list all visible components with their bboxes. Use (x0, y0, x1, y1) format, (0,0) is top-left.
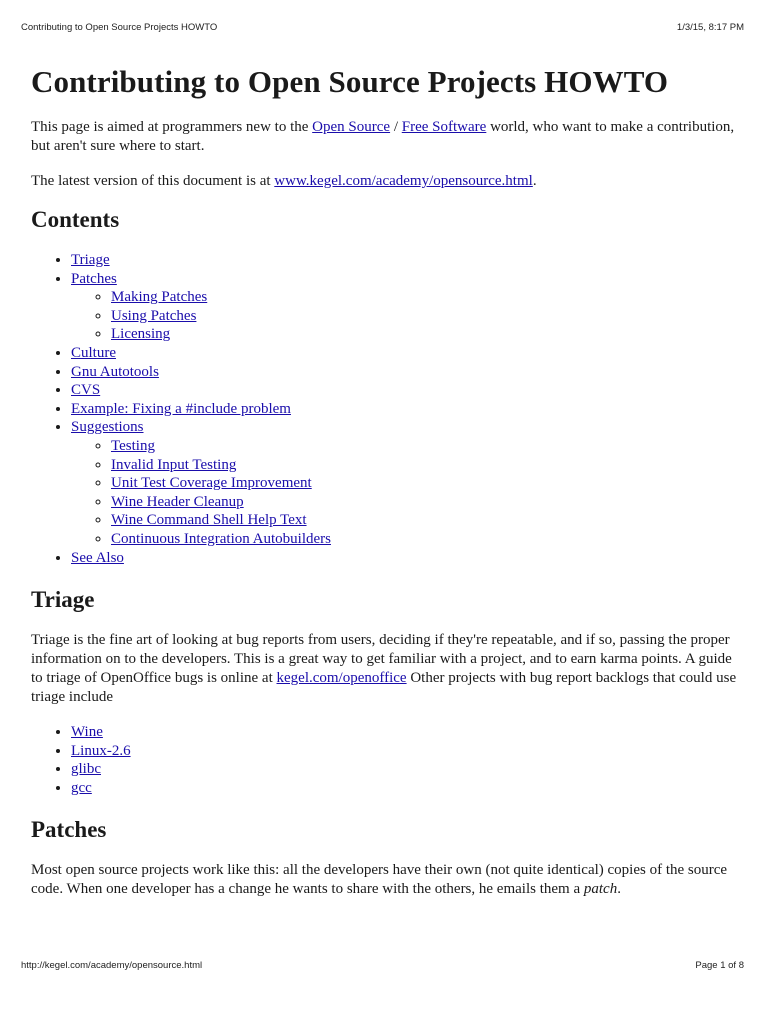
page-title: Contributing to Open Source Projects HOWTO (31, 64, 669, 99)
toc-link-cvs[interactable]: CVS (71, 382, 101, 399)
print-header-datetime: 1/3/15, 8:17 PM (676, 22, 744, 33)
toc-item (71, 381, 737, 400)
print-footer-url: http://kegel.com/academy/opensource.html (21, 960, 203, 971)
toc-item (71, 251, 737, 270)
triage-heading: Triage (31, 587, 95, 613)
toc-item (71, 270, 737, 344)
patches-paragraph: Most open source projects work like this: all the developers have their own (not quite identical) copies of the source code. When one developer has a change he wants to share with the others, he emails them a patch. (31, 862, 728, 898)
document-body (31, 60, 737, 899)
toc-link-continuous-integration[interactable]: Continuous Integration Autobuilders (111, 530, 331, 547)
toc-item (71, 418, 737, 548)
toc-item (71, 400, 737, 419)
toc-item (71, 549, 737, 568)
toc-item (111, 307, 737, 326)
toc-link-using-patches[interactable]: Using Patches (111, 307, 197, 324)
toc-link-see-also[interactable]: See Also (71, 549, 124, 566)
toc-link-example-include[interactable]: Example: Fixing a #include problem (71, 400, 291, 417)
toc-link-patches[interactable]: Patches (71, 270, 117, 287)
toc-item (111, 437, 737, 456)
toc-item (71, 363, 737, 382)
toc-link-gnu-autotools[interactable]: Gnu Autotools (71, 363, 159, 380)
toc-link-wine-command-shell[interactable]: Wine Command Shell Help Text (111, 512, 307, 529)
toc-link-unit-test-coverage[interactable]: Unit Test Coverage Improvement (111, 475, 312, 492)
toc-item (71, 344, 737, 363)
toc-sublist-suggestions (71, 437, 737, 549)
toc-link-wine-header-cleanup[interactable]: Wine Header Cleanup (111, 493, 244, 510)
triage-projects-list (31, 723, 737, 797)
print-footer-page: Page 1 of 8 (695, 960, 744, 971)
toc-item (111, 493, 737, 512)
list-item (71, 723, 737, 742)
toc-item (111, 288, 737, 307)
toc-link-invalid-input-testing[interactable]: Invalid Input Testing (111, 456, 237, 473)
list-item (71, 742, 737, 761)
print-header-title: Contributing to Open Source Projects HOWTO (21, 22, 218, 33)
toc-link-making-patches[interactable]: Making Patches (111, 289, 208, 306)
latest-version-link[interactable]: www.kegel.com/academy/opensource.html (274, 173, 533, 189)
toc-sublist-patches (71, 288, 737, 344)
toc-item (111, 530, 737, 549)
toc-item (111, 456, 737, 475)
toc-item (111, 325, 737, 344)
toc-link-triage[interactable]: Triage (71, 252, 110, 268)
toc-item (111, 511, 737, 530)
toc-link-suggestions[interactable]: Suggestions (71, 419, 144, 436)
toc-link-testing[interactable]: Testing (111, 437, 155, 454)
project-link-linux[interactable]: Linux-2.6 (71, 742, 131, 759)
triage-paragraph: Triage is the fine art of looking at bug reports from users, deciding if they're repeatable, and if so, passing the proper information on to the developers. This is a great way to get familiar with a project, and to earn karma points. A guide to triage of OpenOffice bugs is online at kegel.com/openoffice Other projects with bug report backlogs that could use triage include (31, 632, 737, 706)
open-source-link[interactable]: Open Source (312, 119, 391, 135)
contents-heading: Contents (31, 207, 120, 232)
toc-item (111, 474, 737, 493)
openoffice-triage-link[interactable]: kegel.com/openoffice (276, 670, 407, 687)
toc-link-licensing[interactable]: Licensing (111, 326, 171, 343)
patches-heading: Patches (31, 817, 107, 843)
print-footer (21, 960, 744, 971)
project-link-wine[interactable]: Wine (71, 724, 103, 741)
free-software-link[interactable]: Free Software (401, 119, 487, 135)
patch-emphasis: patch (583, 881, 618, 898)
toc-link-culture[interactable]: Culture (71, 344, 116, 361)
contents-list (31, 251, 737, 567)
list-item (71, 779, 737, 798)
intro-paragraph: This page is aimed at programmers new to the Open Source / Free Software world, who want to make a contribution, but aren't sure where to start. (31, 119, 735, 154)
list-item (71, 760, 737, 779)
print-header (21, 22, 744, 33)
project-link-gcc[interactable]: gcc (71, 779, 92, 796)
latest-version-paragraph: The latest version of this document is at www.kegel.com/academy/opensource.html. (31, 173, 537, 189)
project-link-glibc[interactable]: glibc (71, 761, 101, 778)
